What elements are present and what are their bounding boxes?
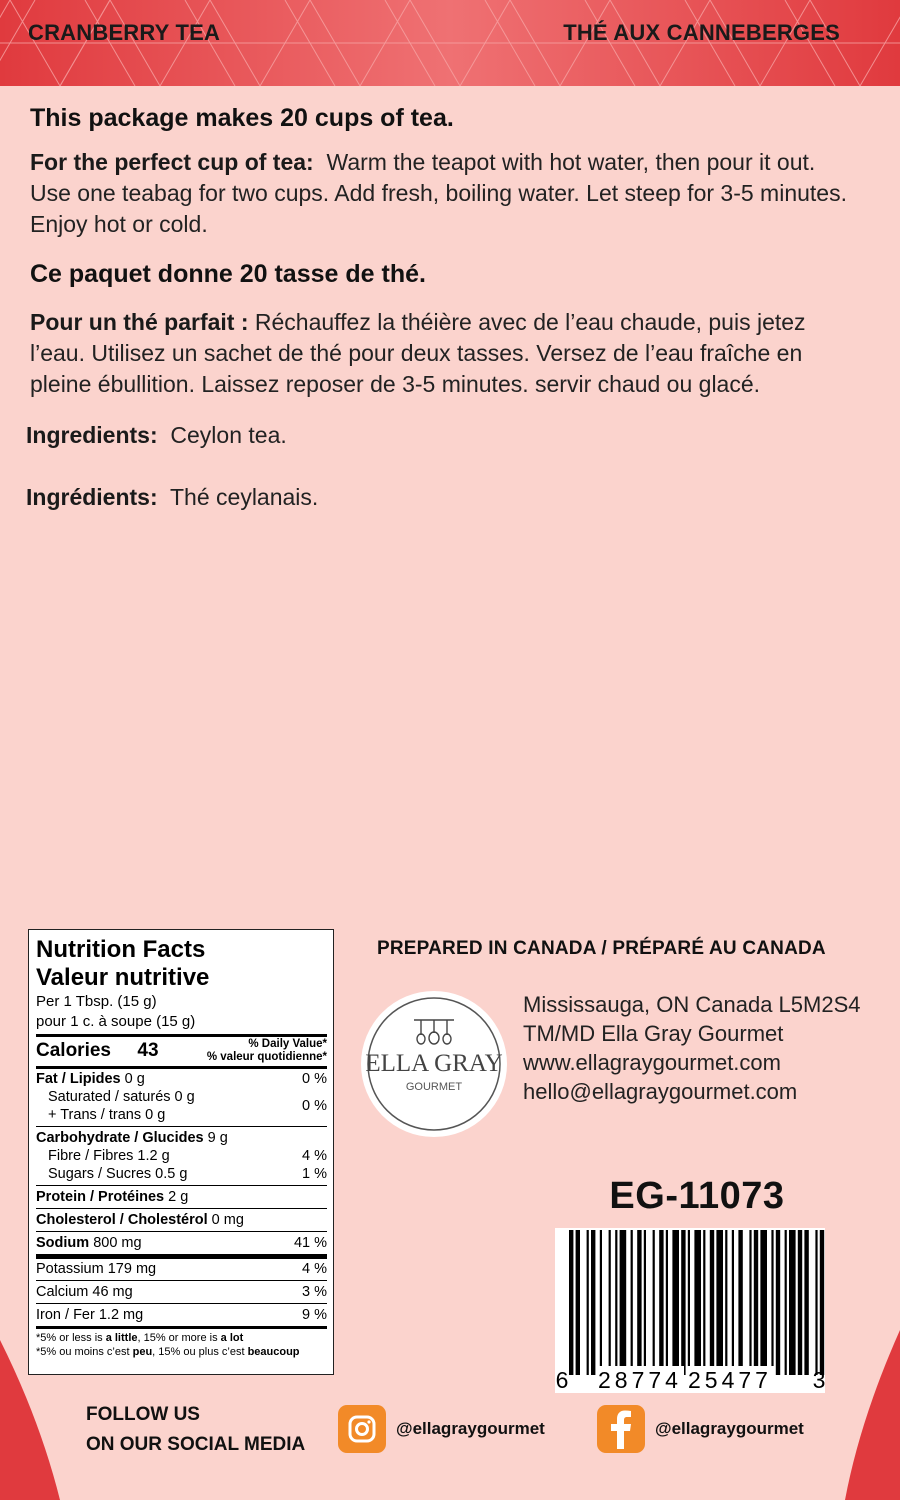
ingredients-fr xyxy=(26,484,860,511)
barcode-bar xyxy=(749,1230,751,1375)
barcode-bar xyxy=(620,1230,627,1375)
calcium-row xyxy=(36,1283,327,1301)
serving-size-fr: pour 1 c. à soupe (15 g) xyxy=(36,1013,196,1030)
divider xyxy=(36,1185,327,1186)
barcode-bar xyxy=(820,1230,824,1375)
fat-value: 0 g xyxy=(124,1071,145,1087)
divider xyxy=(36,1208,327,1209)
potassium-row xyxy=(36,1260,327,1278)
barcode-bar xyxy=(703,1230,705,1375)
barcode-bar xyxy=(754,1230,758,1375)
divider xyxy=(36,1034,327,1037)
address-line: Mississauga, ON Canada L5M2S4 xyxy=(523,992,861,1017)
barcode-bar xyxy=(576,1230,580,1375)
sugars-label: Sugars / Sucres 0.5 g xyxy=(48,1166,188,1182)
ingredients-label-fr: Ingrédients: xyxy=(26,484,158,510)
barcode-bar xyxy=(732,1230,734,1375)
instructions-fr xyxy=(30,307,860,400)
carb-row xyxy=(36,1129,327,1147)
barcode-bar xyxy=(569,1230,573,1375)
barcode-digits: 25477 xyxy=(688,1367,772,1393)
website-link[interactable]: www.ellagraygourmet.com xyxy=(523,1050,781,1075)
barcode-bar xyxy=(672,1230,679,1375)
sodium-label: Sodium xyxy=(36,1235,90,1251)
nutrition-facts-table xyxy=(28,929,334,1375)
company-address xyxy=(523,990,861,1106)
facebook-handle: @ellagraygourmet xyxy=(655,1419,804,1438)
iron-row xyxy=(36,1306,327,1324)
calories-label: Calories xyxy=(36,1040,111,1061)
cholesterol-label: Cholesterol / Cholestérol xyxy=(36,1212,208,1228)
barcode-bar xyxy=(815,1230,817,1375)
barcode-bar xyxy=(710,1230,714,1375)
serving-size-en: Per 1 Tbsp. (15 g) xyxy=(36,993,157,1010)
ella-gray-logo xyxy=(359,989,509,1139)
instructions-label-fr: Pour un thé parfait : xyxy=(30,309,249,335)
facebook-link[interactable] xyxy=(597,1405,804,1453)
product-code: EG-11073 xyxy=(609,1175,785,1217)
barcode-bar xyxy=(789,1230,796,1375)
product-title-fr: THÉ AUX CANNEBERGES xyxy=(563,20,840,45)
follow-line-1: FOLLOW US xyxy=(86,1404,200,1425)
barcode-bar xyxy=(587,1230,589,1375)
product-title-en: CRANBERRY TEA xyxy=(28,20,221,45)
barcode-bar xyxy=(798,1230,802,1375)
sodium-value: 800 mg xyxy=(93,1235,142,1251)
barcode-bar xyxy=(694,1230,701,1375)
nutrition-title-en: Nutrition Facts xyxy=(36,936,206,963)
follow-line-2: ON OUR SOCIAL MEDIA xyxy=(86,1434,306,1455)
email-link[interactable]: hello@ellagraygourmet.com xyxy=(523,1079,798,1104)
barcode-bar xyxy=(637,1230,641,1375)
nutrition-title-fr: Valeur nutritive xyxy=(36,964,210,991)
carb-value: 9 g xyxy=(207,1130,228,1146)
servings-heading-en: This package makes 20 cups of tea. xyxy=(30,104,454,132)
barcode-bar xyxy=(725,1230,727,1375)
trademark-line: TM/MD Ella Gray Gourmet xyxy=(523,1021,784,1046)
calories-value: 43 xyxy=(137,1040,159,1061)
barcode-bar xyxy=(776,1230,780,1375)
instagram-icon xyxy=(338,1405,386,1453)
sugars-row xyxy=(36,1165,327,1183)
instagram-link[interactable] xyxy=(338,1405,545,1453)
follow-us-text xyxy=(86,1400,305,1460)
divider xyxy=(36,1231,327,1232)
protein-label: Protein / Protéines xyxy=(36,1189,165,1205)
daily-value-header-en: % Daily Value* xyxy=(248,1038,327,1050)
ingredients-label-en: Ingredients: xyxy=(26,422,158,448)
footnote-fr: *5% ou moins c’est peu, 15% ou plus c’est beaucoup xyxy=(36,1346,300,1358)
prepared-in-canada: PREPARED IN CANADA / PRÉPARÉ AU CANADA xyxy=(377,938,826,959)
barcode-bar xyxy=(600,1230,602,1375)
calories-row xyxy=(36,1038,327,1064)
barcode-bar xyxy=(615,1230,617,1375)
sat-trans-dv: 0 % xyxy=(302,1098,327,1114)
divider xyxy=(36,1126,327,1127)
barcode-bar xyxy=(760,1230,767,1375)
barcode-bar xyxy=(591,1230,595,1375)
header-banner xyxy=(0,0,900,86)
sodium-dv: 41 % xyxy=(293,1235,327,1251)
trans-row: + Trans / trans 0 g xyxy=(48,1107,166,1123)
barcode-bar xyxy=(644,1230,646,1375)
barcode-bar xyxy=(804,1230,808,1375)
divider xyxy=(36,1326,327,1329)
fat-dv: 0 % xyxy=(302,1071,327,1087)
cholesterol-row xyxy=(36,1211,327,1229)
barcode-bar xyxy=(716,1230,723,1375)
potassium-label: Potassium 179 mg xyxy=(36,1261,157,1277)
divider xyxy=(36,1303,327,1304)
sodium-row xyxy=(36,1234,327,1252)
barcode-bar xyxy=(681,1230,685,1375)
facebook-icon xyxy=(597,1405,645,1453)
protein-value: 2 g xyxy=(168,1189,189,1205)
divider xyxy=(36,1066,327,1069)
barcode-digits: 28774 xyxy=(598,1367,682,1393)
servings-heading-fr: Ce paquet donne 20 tasse de thé. xyxy=(30,260,426,288)
barcode-bar xyxy=(653,1230,655,1375)
instructions-en xyxy=(30,147,860,240)
fat-label: Fat / Lipides xyxy=(36,1071,121,1087)
logo-sub: GOURMET xyxy=(405,1081,463,1093)
barcode-bar xyxy=(666,1230,668,1375)
calcium-label: Calcium 46 mg xyxy=(36,1284,133,1300)
fat-row xyxy=(36,1070,327,1088)
calcium-dv: 3 % xyxy=(302,1284,327,1300)
instructions-label-en: For the perfect cup of tea: xyxy=(30,149,314,175)
footnote-en: *5% or less is a little, 15% or more is a lot xyxy=(36,1332,244,1344)
iron-label: Iron / Fer 1.2 mg xyxy=(36,1307,144,1323)
divider xyxy=(36,1280,327,1281)
barcode-bar xyxy=(771,1230,773,1375)
cholesterol-value: 0 mg xyxy=(211,1212,244,1228)
daily-value-header-fr: % valeur quotidienne* xyxy=(206,1051,327,1063)
barcode-bar xyxy=(659,1230,663,1375)
sugars-dv: 1 % xyxy=(302,1166,327,1182)
sat-trans-row xyxy=(36,1088,327,1124)
barcode-digits: 6 xyxy=(555,1367,569,1393)
barcode-bar xyxy=(688,1230,690,1375)
fibre-row xyxy=(36,1147,327,1165)
iron-dv: 9 % xyxy=(302,1307,327,1323)
protein-row xyxy=(36,1188,327,1206)
instructions-text-fr: Réchauffez la théière avec de l’eau chaude, puis jetez l’eau. Utilisez un sachet de thé pour deux tasses. Versez de l’eau fraîche en pleine ébullition. Laissez reposer de 3-5 minutes. servir chaud ou glacé. xyxy=(30,309,806,397)
saturated-row: Saturated / saturés 0 g xyxy=(48,1089,195,1105)
fibre-label: Fibre / Fibres 1.2 g xyxy=(48,1148,170,1164)
barcode-bar xyxy=(738,1230,742,1375)
carb-label: Carbohydrate / Glucides xyxy=(36,1130,204,1146)
barcode xyxy=(555,1228,825,1393)
barcode-bar xyxy=(609,1230,611,1375)
barcode-bar xyxy=(785,1230,787,1375)
ingredients-en xyxy=(26,422,860,449)
barcode-digits: 3 xyxy=(812,1367,825,1393)
barcode-bar xyxy=(631,1230,633,1375)
divider xyxy=(36,1254,327,1259)
logo-name: ELLA GRAY xyxy=(365,1050,503,1077)
ingredients-value-fr: Thé ceylanais. xyxy=(170,484,319,510)
instagram-handle: @ellagraygourmet xyxy=(396,1419,545,1438)
instructions-section xyxy=(26,104,860,511)
instructions-text-en: Warm the teapot with hot water, then pour it out. Use one teabag for two cups. Add fresh, boiling water. Let steep for 3-5 minutes. Enjoy hot or cold. xyxy=(30,149,847,237)
ingredients-value-en: Ceylon tea. xyxy=(170,422,287,448)
fibre-dv: 4 % xyxy=(302,1148,327,1164)
potassium-dv: 4 % xyxy=(302,1261,327,1277)
